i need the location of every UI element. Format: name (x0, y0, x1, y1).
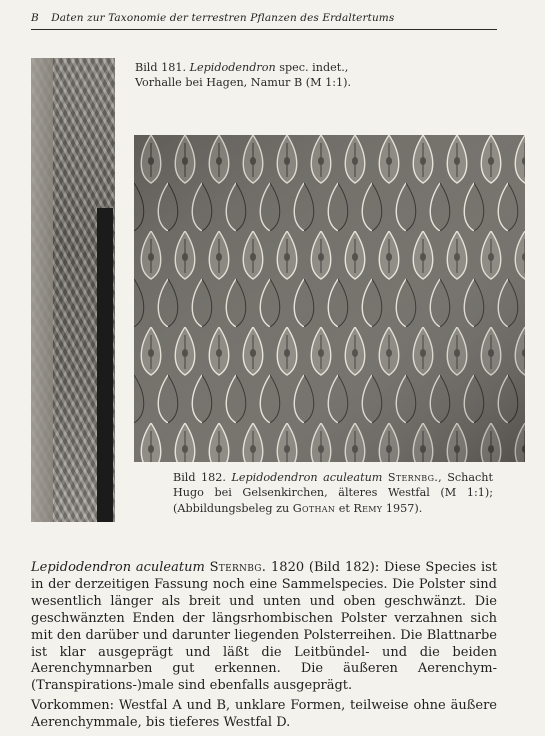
figure-182-text: , Schacht Hugo bei Gelsenkirchen, älteres Westfal (M 1:1); (Abbildungsbeleg zu (173, 471, 493, 515)
species-description: 1820 (Bild 182): Diese Species ist in der derzeitigen Fassung noch eine Sammelspecies. Die Polster sind wesentlich länger als breit und unten und oben geschwänzt. Die geschwänzten Enden der längsrhombischen Polster verzahnen sich mit den darüber und darunter liegenden Polsterreihen. Die Blattnarbe ist klar ausgeprägt und läßt die Leitbündel- und die beiden Aerenchymnarben gut erkennen. Die äußeren Aerenchym-(Transpirations-)male sind ebenfalls ausgeprägt. (31, 560, 497, 694)
figure-182-author3: Remy (353, 501, 383, 515)
occurrence-paragraph: Vorkommen: Westfal A und B, unklare Formen, teilweise ohne äußere Aerenchymmale, bis tieferes Westfal D. (31, 698, 497, 731)
photo-shadow (97, 208, 113, 522)
species-paragraph (31, 560, 497, 695)
figure-182-caption (173, 470, 493, 516)
figure-181-label: Bild 181. (135, 61, 187, 74)
rock-matrix (31, 58, 53, 522)
figure-182-label: Bild 182. (173, 471, 226, 484)
figure-181-locality: Vorhalle bei Hagen, Namur B (M 1:1). (135, 76, 352, 89)
species-author: Sternbg. (209, 560, 267, 575)
species-name: Lepidodendron aculeatum (31, 560, 205, 575)
figure-181-taxon: Lepidodendron (189, 61, 276, 74)
figure-182-year: 1957). (382, 501, 423, 515)
figure-182-author2: Gothan (292, 501, 336, 515)
body-text (31, 560, 497, 732)
section-letter: B (31, 12, 39, 24)
figure-181-rest: spec. indet., (279, 61, 349, 74)
figure-182-author: Sternbg. (387, 471, 439, 484)
figure-182-et: et (335, 501, 354, 515)
figure-182-taxon: Lepidodendron aculeatum (231, 471, 383, 484)
header-title: Daten zur Taxonomie der terrestren Pflanzen des Erdaltertums (51, 12, 395, 24)
fossil-photo-181 (31, 58, 115, 522)
fossil-photo-182 (134, 135, 525, 462)
running-header (31, 12, 497, 30)
figure-181-caption (135, 60, 495, 90)
leaf-cushion-texture (134, 135, 525, 462)
